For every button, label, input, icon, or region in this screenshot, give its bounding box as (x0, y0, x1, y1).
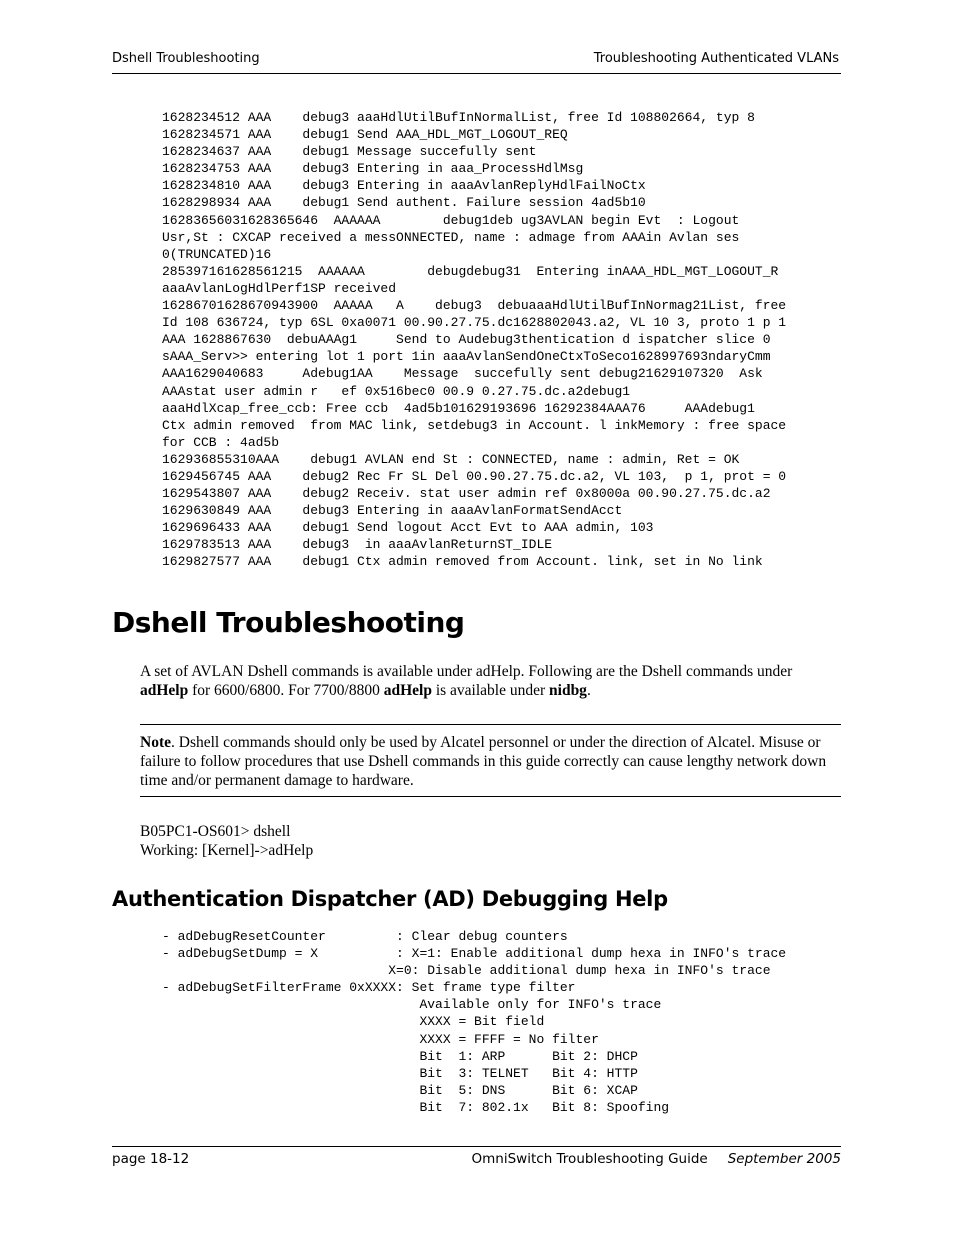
section-title: Dshell Troubleshooting (112, 606, 465, 639)
header-rule (112, 73, 841, 74)
guide-title: OmniSwitch Troubleshooting Guide (471, 1151, 708, 1167)
page-number: page 18-12 (112, 1151, 190, 1167)
note-paragraph: Note. Dshell commands should only be used by Alcatel personnel or under the direction of Alcatel. Misuse or failure to follow procedures that use Dshell commands in this guide correctly can cause lengthy network down time and/or permanent damage to hardware. (140, 734, 827, 789)
running-header-right: Troubleshooting Authenticated VLANs (593, 51, 839, 66)
shell-line-1: B05PC1-OS601> dshell (140, 823, 291, 840)
note-bottom-rule (140, 796, 841, 797)
footer-rule (112, 1146, 841, 1147)
note-top-rule (140, 724, 841, 725)
shell-example (140, 822, 840, 860)
running-header-left: Dshell Troubleshooting (112, 51, 260, 66)
shell-line-2: Working: [Kernel]->adHelp (140, 842, 314, 859)
intro-paragraph: A set of AVLAN Dshell commands is available under adHelp. Following are the Dshell commands under adHelp for 6600/6800. For 7700/8800 adHelp is available under nidbg. (140, 663, 793, 699)
footer-guide (472, 1151, 841, 1167)
subsection-title: Authentication Dispatcher (AD) Debugging Help (112, 887, 668, 911)
debug-log-block: 1628234512 AAA debug3 aaaHdlUtilBufInNormalList, free Id 108802664, typ 8 1628234571 AAA debug1 Send AAA_HDL_MGT_LOGOUT_REQ 1628234637 AAA debug1 Message succefully sent 1628234753 AAA debug3 Entering in aaa_ProcessHdlMsg 1628234810 AAA debug3 Entering in aaaAvlanReplyHdlFailNoCtx 1628298934 AAA debug1 Send authent. Failure session 4ad5b10 16283656031628365646 AAAAAA debug1deb ug3AVLAN begin Evt : Logout Usr,St : CXCAP received a messONNECTED, name : admage from AAAin Avlan ses 0(TRUNCATED)16 285397161628561215 AAAAAA debugdebug31 Entering inAAA_HDL_MGT_LOGOUT_R aaaAvlanLogHdlPerf1SP received 16286701628670943900 AAAAA A debug3 debuaaaHdlUtilBufInNormag21List, free Id 108 636724, typ 6SL 0xa0071 00.90.27.75.dc1628802043.a2, VL 10 3, proto 1 p 1 AAA 1628867630 debuAAAg1 Send to Audebug3thentication d ispatcher slice 0 sAAA_Serv>> entering lot 1 port 1in aaaAvlanSendOneCtxToSeco1628997693ndaryCmm AAA1629040683 Adebug1AA Message succefully sent debug21629107320 Ask AAAstat user admin r ef 0x516bec0 00.9 0.27.75.dc.a2debug1 aaaHdlXcap_free_ccb: Free ccb 4ad5b101629193696 16292384AAA76 AAAdebug1 Ctx admin removed from MAC link, setdebug3 in Account. l inkMemory : free space for CCB : 4ad5b 162936855310AAA debug1 AVLAN end St : CONNECTED, name : admin, Ret = OK 1629456745 AAA debug2 Rec Fr SL Del 00.90.27.75.dc.a2, VL 103, p 1, prot = 0 1629543807 AAA debug2 Receiv. stat user admin ref 0x8000a 00.90.27.75.dc.a2 1629630849 AAA debug3 Entering in aaaAvlanFormatSendAcct 1629696433 AAA debug1 Send logout Acct Evt to AAA admin, 103 1629783513 AAA debug3 in aaaAvlanReturnST_IDLE 1629827577 AAA debug1 Ctx admin removed from Account. link, set in No link (162, 110, 787, 570)
ad-help-block: - adDebugResetCounter : Clear debug counters - adDebugSetDump = X : X=1: Enable additional dump hexa in INFO's trace X=0: Disable additional dump hexa in INFO's trace - adDebugSetFilterFrame 0xXXXX: Set frame type filter Available only for INFO's trace XXXX = Bit field XXXX = FFFF = No filter Bit 1: ARP Bit 2: DHCP Bit 3: TELNET Bit 4: HTTP Bit 5: DNS Bit 6: XCAP Bit 7: 802.1x Bit 8: Spoofing (162, 929, 787, 1115)
publication-date: September 2005 (727, 1151, 841, 1167)
note-label: Note (140, 734, 171, 751)
